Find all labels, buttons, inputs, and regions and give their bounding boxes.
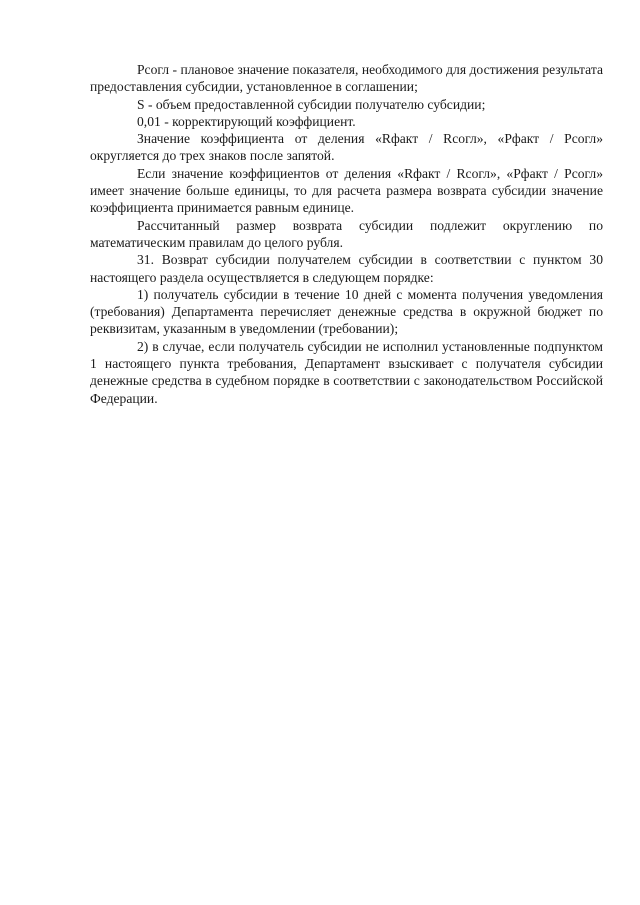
paragraph-ruble-rounding: Рассчитанный размер возврата субсидии подлежит округлению по математическим правилам до целого рубля. xyxy=(90,217,603,250)
document-page xyxy=(90,61,603,407)
paragraph-subitem-2: 2) в случае, если получатель субсидии не исполнил установленные подпунктом 1 настоящего пункта требования, Департамент взыскивает с получателя субсидии денежные средства в судебном порядке в соответствии с законодательством Российской Федерации. xyxy=(90,338,603,406)
paragraph-s-definition: S - объем предоставленной субсидии получателю субсидии; xyxy=(137,96,486,112)
paragraph-subitem-1: 1) получатель субсидии в течение 10 дней с момента получения уведомления (требования) Департамента перечисляет денежные средства в окружной бюджет по реквизитам, указанным в уведомлении (требовании); xyxy=(90,286,603,337)
paragraph-coefficient-cap: Если значение коэффициентов от деления «Rфакт / Rсогл», «Рфакт / Рсогл» имеет значение больше единицы, то для расчета размера возврата субсидии значение коэффициента принимается равным единице. xyxy=(90,165,603,216)
paragraph-rounding-rule: Значение коэффициента от деления «Rфакт / Rсогл», «Рфакт / Рсогл» округляется до трех знаков после запятой. xyxy=(90,131,603,164)
paragraph-rsogl-definition: Рсогл - плановое значение показателя, необходимого для достижения результата предоставления субсидии, установленное в соглашении; xyxy=(90,62,603,95)
paragraph-correction-coefficient: 0,01 - корректирующий коэффициент. xyxy=(137,113,356,129)
paragraph-item-31: 31. Возврат субсидии получателем субсидии в соответствии с пунктом 30 настоящего раздела осуществляется в следующем порядке: xyxy=(90,252,603,285)
